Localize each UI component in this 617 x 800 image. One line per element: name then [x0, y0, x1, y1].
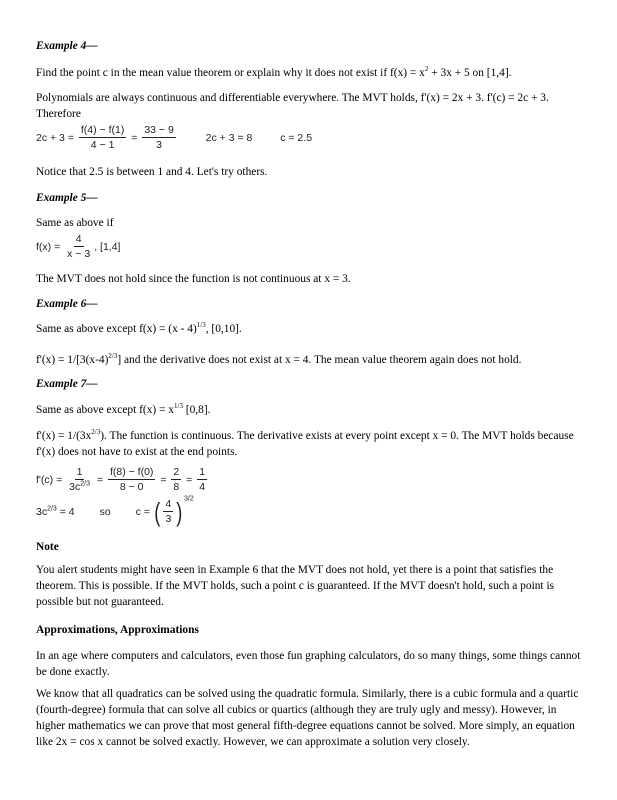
example-6-intro: Same as above except f(x) = (x - 4)$^{1/3}$, [0,10]. — [36, 321, 242, 335]
note-body: You alert students might have seen in Example 6 that the MVT does not hold, yet there is a point that satisfies the theorem. This is possible. If the MVT holds, such a point c is guaranteed. If the MVT doesn't hold, such a point is possible but not guaranteed. — [36, 564, 555, 608]
example-5-conclusion: The MVT does not hold since the function is not continuous at x = 3. — [36, 273, 351, 285]
approximations-heading: Approximations, Approximations — [36, 624, 199, 636]
example-5-intro: Same as above if — [36, 217, 114, 229]
example-5-equation: f(x) = $\frac{4}{x - 3}$ , [1,4] — [36, 233, 121, 260]
example-4-problem: Find the point c in the mean value theorem or explain why it does not exist if $f(x) = x^2 + 3x + 5$ on [1,4]. — [36, 65, 512, 79]
example-4-explanation: Polynomials are always continuous and differentiable everywhere. The MVT holds, f'(x) = 2x + 3. f'(c) = 2c + 3. Therefore — [36, 92, 549, 120]
example-7-equation-1: f'(c) = $\frac{1}{3c^{2/3}}$ = $\frac{f(8) - f(0)}{8 - 0}$ = $\frac{2}{8}$ = $\frac{1}{4}$ — [36, 466, 206, 493]
example-5-heading: Example 5— — [36, 192, 98, 204]
note-heading: Note — [36, 541, 59, 553]
example-4-heading: Example 4— — [36, 40, 98, 52]
example-4-equation: 2c + 3 = $\frac{f(4) - f(1)}{4 - 1}$ = $\frac{33 - 9}{3}$ 2c + 3 = 8 c = 2.5 — [36, 124, 313, 151]
example-6-heading: Example 6— — [36, 298, 98, 310]
example-7-equation-2: $3c^{2/3} = 4$ so c = ( $\frac{4}{3}$ )$^{3/2}$ — [36, 495, 194, 527]
example-7-derivative: $f'(x) = 1/(3x^{2/3})$. The function is continuous. The derivative exists at every point except x = 0. The MVT holds because f'(x) does not have to exist at the end points. — [36, 428, 574, 458]
approximations-paragraph-1: In an age where computers and calculators, even those fun graphing calculators, do so many things, some things cannot be done exactly. — [36, 650, 581, 678]
example-7-heading: Example 7— — [36, 378, 98, 390]
example-4-note: Notice that 2.5 is between 1 and 4. Let's try others. — [36, 166, 268, 178]
example-7-intro: Same as above except $f(x) = x^{1/3}$ [0,8]. — [36, 402, 211, 416]
approximations-paragraph-2: We know that all quadratics can be solved using the quadratic formula. Similarly, there is a cubic formula and a quartic (fourth-degree) formula that can solve all cubics or quartics (although they are truly ugly and messy). However, in higher mathematics we can prove that most general fifth-degree equations cannot be solved. More simply, an equation like 2x = cos x cannot be solved exactly. However, we can approximate a solution very closely. — [36, 688, 579, 748]
example-6-derivative: $f'(x) = 1/[3(x-4)^{2/3}]$ and the derivative does not exist at x = 4. The mean value theorem again does not hold. — [36, 352, 522, 366]
